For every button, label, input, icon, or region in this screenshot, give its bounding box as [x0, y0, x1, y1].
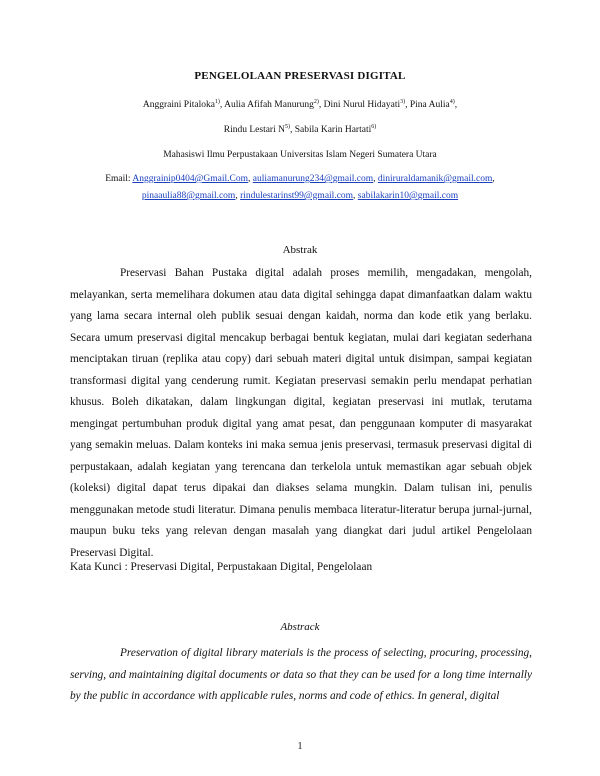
- author-sup: 6): [371, 124, 377, 130]
- paper-title: PENGELOLAAN PRESERVASI DIGITAL: [194, 70, 406, 82]
- abstract-heading: Abstrack: [280, 621, 320, 633]
- page-number: 1: [297, 741, 303, 752]
- author-name: Dini Nurul Hidayati: [323, 100, 401, 111]
- author-name: Rindu Lestari N: [223, 125, 285, 136]
- author-sup: 4): [449, 99, 455, 105]
- author-name: Anggraini Pitaloka: [142, 100, 215, 111]
- author-sup: 2): [313, 99, 319, 105]
- email-link[interactable]: pinaaulia88@gmail.com: [141, 191, 236, 201]
- email-link[interactable]: auliamanurung234@gmail.com: [252, 174, 374, 184]
- email-label: Email:: [105, 174, 131, 184]
- author-sup: 3): [400, 99, 406, 105]
- author-line-2: Rindu Lestari $N^{5)}$, Sabila Karin Hartati$^{6)}$: [223, 124, 377, 136]
- email-link[interactable]: Anggrainip0404@Gmail.Com: [132, 174, 249, 184]
- keywords: Kata Kunci : Preservasi Digital, Perpustakaan Digital, Pengelolaan: [70, 561, 373, 573]
- abstrak-text: Preservasi Bahan Pustaka digital adalah proses memilih, mengadakan, mengolah, melayankan, serta memelihara dokumen atau data digital sehingga dapat dimanfaatkan dalam waktu yang lama secara internal oleh publik sesuai dengan kaidah, norma dan kode etik yang berlaku. Secara umum preservasi digital mencakup berbagai bentuk kegiatan, mulai dari kegiatan sederhana menciptakan tiruan (replika atau copy) dari sebuah materi digital untuk disimpan, sampai kegiatan transformasi digital yang cenderung rumit. Kegiatan preservasi semakin perlu mendapat perhatian khusus. Boleh dikatakan, dalam lingkungan digital, kegiatan preservasi ini mutlak, terutama mengingat pertumbuhan produk digital yang amat pesat, dan penggunaan komputer di masyarakat yang semakin meluas. Dalam konteks ini maka semua jenis preservasi, termasuk preservasi digital di perpustakaan, adalah kegiatan yang terencana dan terkelola untuk memastikan agar sebuah objek (koleksi) digital dapat terus dipakai dan diakses selama mungkin. Dalam tulisan ini, penulis menggunakan metode studi literatur. Dimana penulis membaca literatur-literatur berupa jurnal-jurnal, maupun buku teks yang relevan dengan masalah yang diangkat dari judul artikel Pengelolaan Preservasi Digital.: [70, 267, 532, 559]
- author-sup: 1): [214, 99, 220, 105]
- abstrak-heading: Abstrak: [282, 244, 318, 256]
- abstrak-body: [70, 263, 532, 564]
- author-sup: 5): [284, 124, 290, 130]
- email-link[interactable]: rindulestarinst99@gmail.com: [240, 191, 354, 201]
- author-name: Aulia Afifah Manurung: [224, 100, 314, 111]
- affiliation: Mahasiswi Ilmu Perpustakaan Universitas Islam Negeri Sumatera Utara: [163, 150, 437, 160]
- abstract-text: Preservation of digital library materials is the process of selecting, procuring, processing, serving, and maintaining digital documents or data so that they can be used for a long time internally by the public in accordance with applicable rules, norms and code of ethics. In general, digital: [70, 647, 532, 702]
- author-name: Pina Aulia: [409, 100, 450, 111]
- author-name: Sabila Karin Hartati: [294, 125, 372, 136]
- abstract-body: [70, 643, 532, 708]
- email-line-2: pinaaulia88@gmail.com, rindulestarinst99@gmail.com, sabilakarin10@gmail.com: [141, 191, 459, 201]
- email-line-1: Email: Anggrainip0404@Gmail.Com, auliamanurung234@gmail.com, diniruraldamanik@gmail.com,: [105, 174, 495, 184]
- author-line-1: Anggraini Pitaloka$^{1)}$, Aulia Afifah Manurung$^{2)}$, Dini Nurul Hidayati$^{3)}$, Pina Aulia$^{4)}$,: [142, 99, 458, 111]
- email-link[interactable]: sabilakarin10@gmail.com: [357, 191, 459, 201]
- email-link[interactable]: diniruraldamanik@gmail.com: [377, 174, 493, 184]
